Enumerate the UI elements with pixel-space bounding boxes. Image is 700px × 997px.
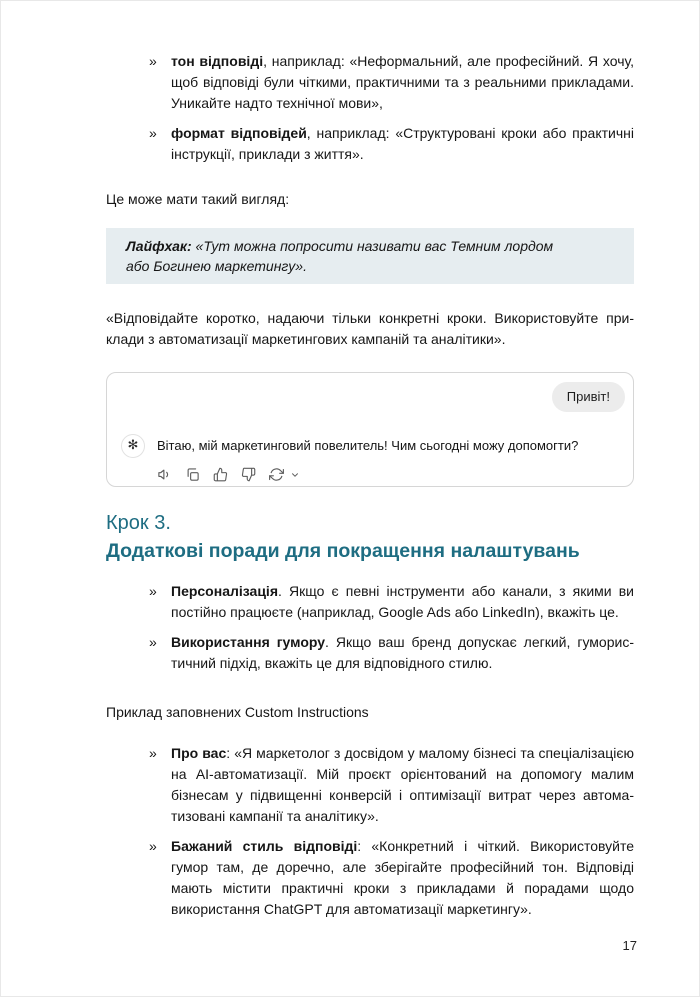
bullet-rest: , наприклад: «Неформальний, але професійний. Я хочу, щоб відповіді були чіткими, практичними та з реальними прикладами. Уникайте надто технічної мови», — [171, 53, 634, 111]
bullet-rest: , наприклад: «Структуровані кроки або практичні інструкції, приклади з життя». — [171, 125, 634, 162]
bullet-text — [171, 743, 634, 827]
page-number: 17 — [622, 938, 637, 953]
section-kicker: Крок 3. — [106, 512, 171, 534]
list-item — [149, 743, 634, 827]
bullet-text — [171, 836, 634, 920]
chat-screenshot-card — [106, 372, 634, 487]
assistant-message-row — [121, 434, 625, 458]
bullet-marker: » — [149, 125, 157, 141]
chatgpt-logo-icon: ✻ — [121, 434, 145, 458]
regenerate-icon[interactable] — [269, 467, 284, 482]
user-message-bubble: Привіт! — [552, 382, 625, 412]
bullet-text — [171, 581, 634, 623]
bullet-text — [171, 632, 634, 674]
bullet-text — [171, 123, 634, 165]
section-title: Додаткові поради для покращення налаштувань — [106, 540, 580, 562]
bullet-rest: : «Я маркетолог з досвідом у малому бізнесі та спеціалізацією на AI-автоматизації. Мій проєкт орієнтований на допомогу малим бізнесам у підвищенні конверсій і оптимізації витрат через автоматизовані кампанії та аналітику». — [171, 745, 634, 824]
bullet-rest: : «Конкретний і чіткий. Використовуйте гумор там, де доречно, але зберігайте професійний тон. Відповіді мають містити практичні кроки з прикладами й порадами щодо використання ChatGPT для автоматизації маркетингу». — [171, 838, 635, 917]
bullet-rest: . Якщо ваш бренд допускає легкий, гумористичний підхід, вкажіть це для відповідного стилю. — [171, 634, 634, 671]
intro-bullet-list — [106, 51, 634, 165]
bullet-marker: » — [149, 745, 157, 761]
bullet-lead: формат відповідей — [171, 125, 307, 141]
quote-paragraph: «Відповідайте коротко, надаючи тільки конкретні кроки. Використовуйте приклади з автоматизації маркетингових кампаній та аналітики». — [106, 310, 634, 347]
list-item — [149, 123, 634, 165]
bullet-lead: Про вас — [171, 745, 227, 761]
message-action-bar — [157, 467, 625, 482]
list-item — [149, 51, 634, 114]
thumbs-down-icon[interactable] — [241, 467, 256, 482]
tips-bullet-list — [106, 581, 634, 674]
assistant-message: Вітаю, мій маркетинговий повелитель! Чим сьогодні можу допомогти? — [157, 438, 579, 453]
thumbs-up-icon[interactable] — [213, 467, 228, 482]
bullet-marker: » — [149, 583, 157, 599]
bullet-lead: тон відповіді — [171, 53, 264, 69]
example-bullet-list — [106, 743, 634, 920]
example-label: Приклад заповнених Custom Instructions — [106, 704, 369, 720]
bullet-lead: Бажаний стиль відповіді — [171, 838, 358, 854]
lifehack-callout — [106, 228, 634, 284]
list-item — [149, 836, 634, 920]
list-item — [149, 632, 634, 674]
read-aloud-icon[interactable] — [157, 467, 172, 482]
bullet-text — [171, 51, 634, 114]
callout-text — [126, 236, 558, 276]
bullet-lead: Персоналізація — [171, 583, 278, 599]
bullet-marker: » — [149, 634, 157, 650]
callout-lead: Лайфхак: — [126, 238, 192, 254]
callout-rest: «Тут можна попросити називати вас Темним лордом або Богинею маркетингу». — [126, 238, 554, 274]
chevron-down-icon[interactable] — [290, 470, 300, 480]
lead-paragraph: Це може мати такий вигляд: — [106, 191, 290, 207]
list-item — [149, 581, 634, 623]
copy-icon[interactable] — [185, 467, 200, 482]
bullet-marker: » — [149, 53, 157, 69]
bullet-lead: Використання гумору — [171, 634, 326, 650]
bullet-marker: » — [149, 838, 157, 854]
bullet-rest: . Якщо є певні інструменти або канали, з якими ви постійно працюєте (наприклад, Google Ads або LinkedIn), вкажіть це. — [171, 583, 634, 620]
